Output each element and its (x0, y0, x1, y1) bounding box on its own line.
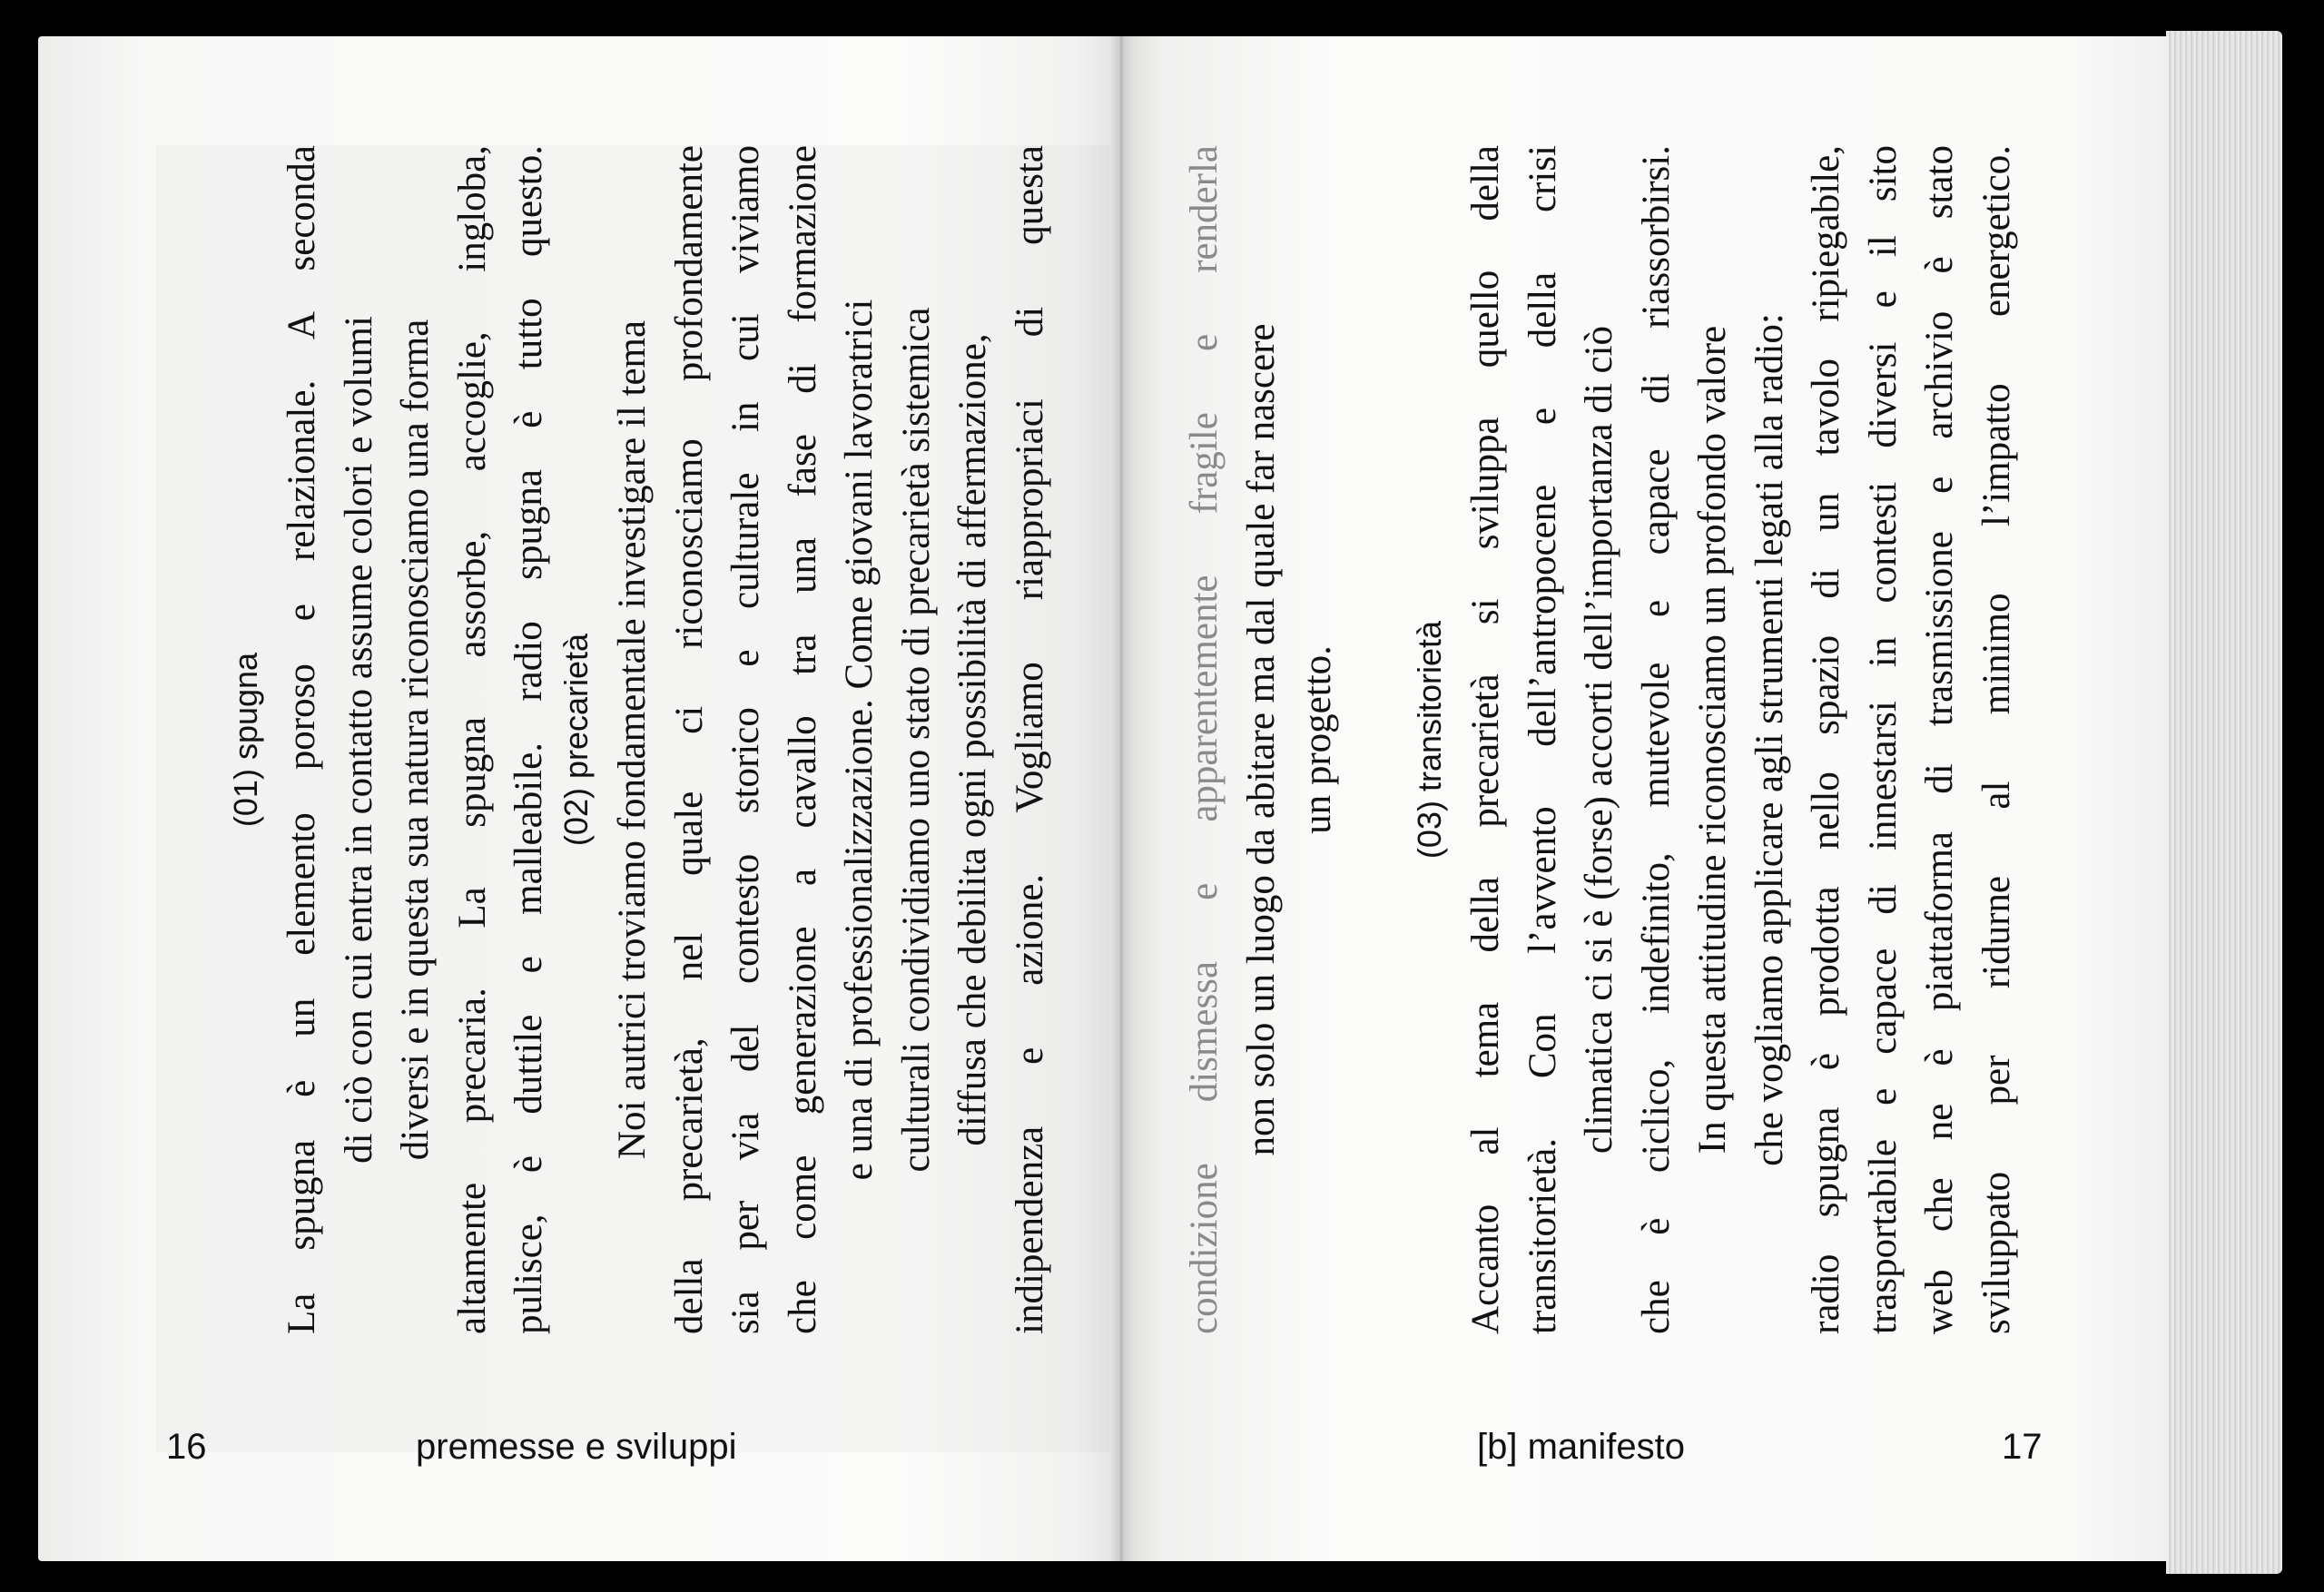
running-title-right: [b] manifesto (1477, 1427, 1686, 1467)
section-heading: (03) transitorietà (1411, 620, 1448, 860)
text-line: climatica ci si è (forse) accorti dell’importanza di ciò (1578, 325, 1620, 1155)
text-line: culturali condividiamo uno stato di precarietà sistemica (894, 307, 938, 1173)
book-gutter (1109, 36, 1133, 1561)
text-line: In questa attitudine riconosciamo un profondo valore (1691, 325, 1734, 1155)
text-line: della precarietà, nel quale ci riconosciamo profondamente (667, 145, 711, 1334)
page-number-right: 17 (2002, 1427, 2043, 1467)
text-line: sia per via del contesto storico e culturale in cui viviamo (724, 145, 767, 1334)
section-continuation (1177, 145, 1347, 1334)
text-line: altamente precaria. La spugna assorbe, accoglie, ingloba, (450, 145, 494, 1334)
text-line: sviluppato per ridurne al minimo l’impatto energetico. (1974, 145, 2018, 1334)
section-heading: (02) precarietà (557, 633, 595, 847)
text-line: un progetto. (1296, 645, 1339, 834)
section-heading: (01) spugna (227, 652, 264, 828)
text-line: diffusa che debilita ogni possibilità di affermazione, (951, 333, 994, 1146)
text-line: trasportabile e capace di innestarsi in contesti diversi e il sito (1861, 145, 1905, 1334)
text-line: Accanto al tema della precarietà si sviluppa quello della (1464, 145, 1507, 1334)
text-line: che vogliamo applicare agli strumenti legati alla radio: (1748, 313, 1791, 1166)
page-number-left: 16 (166, 1427, 207, 1467)
section-precarieta (548, 145, 1059, 1334)
text-line: che è ciclico, indefinito, mutevole e capace di riassorbirsi. (1634, 145, 1678, 1334)
text-line: indipendenza e azione. Vogliamo riappropriaci di questa (1008, 145, 1051, 1334)
text-line: di ciò con cui entra in contatto assume colori e volumi (337, 316, 380, 1164)
text-line: e una di professionalizzazione. Come giovani lavoratrici (838, 299, 881, 1181)
section-transitorieta (1402, 145, 2025, 1334)
text-line: web che ne è piattaforma di trasmissione e archivio è stato (1918, 145, 1961, 1334)
text-line: La spugna è un elemento poroso e relazionale. A seconda (281, 145, 323, 1334)
text-line: pulisce, è duttile e malleabile. radio spugna è tutto questo. (507, 145, 550, 1334)
page-edges (2166, 31, 2282, 1574)
text-line: condizione dismessa e apparentemente fragile e renderla (1183, 145, 1226, 1334)
text-line: Noi autrici troviamo fondamentale investigare il tema (611, 319, 654, 1160)
text-line: non solo un luogo da abitare ma dal quale far nascere (1239, 323, 1283, 1156)
text-line: radio spugna è prodotta nello spazio di un tavolo ripiegabile, (1805, 145, 1847, 1334)
text-line: transitorietà. Con l’avvento dell’antropocene e della crisi (1521, 145, 1564, 1334)
text-line: diversi e in questa sua natura riconosciamo una forma (394, 319, 437, 1161)
text-line: che come generazione a cavallo tra una fase di formazione (781, 145, 824, 1334)
section-spugna (218, 145, 558, 1334)
running-title-left: premesse e sviluppi (416, 1427, 737, 1467)
